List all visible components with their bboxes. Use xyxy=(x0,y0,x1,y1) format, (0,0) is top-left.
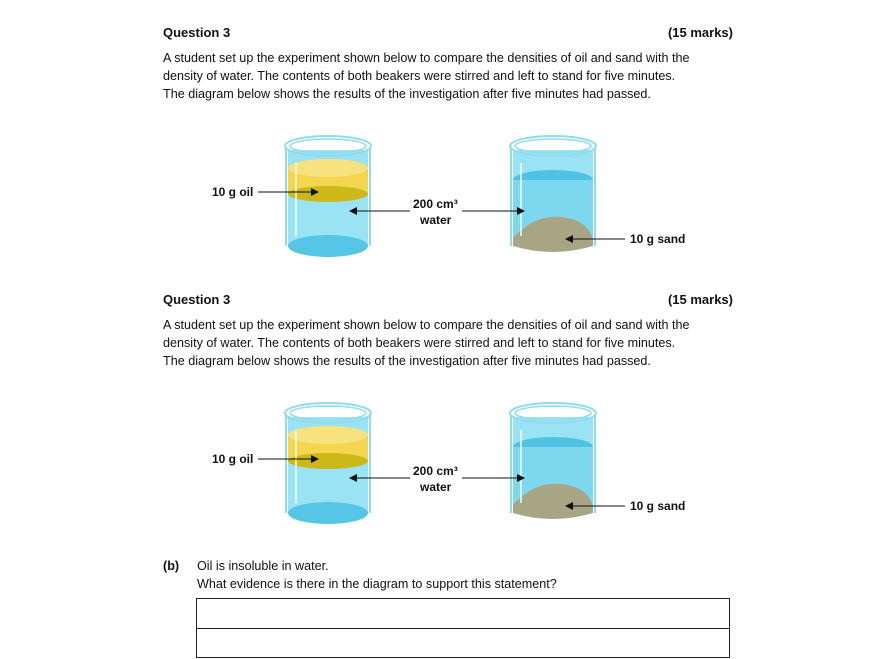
question-text xyxy=(163,49,763,103)
question-marks: (15 marks) xyxy=(667,292,733,307)
question-title: Question 3 xyxy=(163,25,231,40)
oil-beaker xyxy=(285,136,371,257)
answer-box[interactable] xyxy=(196,598,730,658)
sand-beaker xyxy=(510,403,596,519)
beaker-diagram xyxy=(0,128,892,278)
water-label-volume: 200 cm³ xyxy=(413,197,458,211)
sand-label: 10 g sand xyxy=(630,232,686,246)
question-marks: (15 marks) xyxy=(667,25,733,40)
water-label-volume: 200 cm³ xyxy=(413,464,458,478)
oil-label: 10 g oil xyxy=(212,452,254,466)
part-b-tag: (b) xyxy=(163,559,180,573)
beaker-diagram xyxy=(0,395,892,545)
water-label-name: water xyxy=(420,213,452,227)
question-line: The diagram below shows the results of the investigation after five minutes had passed. xyxy=(163,354,651,368)
question-line: density of water. The contents of both beakers were stirred and left to stand for five minutes. xyxy=(163,336,676,350)
question-line: The diagram below shows the results of the investigation after five minutes had passed. xyxy=(163,87,651,101)
question-line: density of water. The contents of both beakers were stirred and left to stand for five minutes. xyxy=(163,69,676,83)
water-label-name: water xyxy=(420,480,452,494)
part-b-text xyxy=(197,557,557,593)
question-line: A student set up the experiment shown below to compare the densities of oil and sand with the xyxy=(163,318,690,332)
question-text xyxy=(163,316,763,370)
part-b-line: Oil is insoluble in water. xyxy=(197,559,329,573)
question-line: A student set up the experiment shown below to compare the densities of oil and sand with the xyxy=(163,51,690,65)
question-heading xyxy=(163,25,733,40)
sand-label: 10 g sand xyxy=(630,499,686,513)
answer-line-divider xyxy=(197,628,729,629)
question-heading xyxy=(163,292,733,307)
question-title: Question 3 xyxy=(163,292,231,307)
oil-beaker xyxy=(285,403,371,524)
oil-label: 10 g oil xyxy=(212,185,254,199)
part-b-question: What evidence is there in the diagram to support this statement? xyxy=(197,577,557,591)
sand-beaker xyxy=(510,136,596,252)
